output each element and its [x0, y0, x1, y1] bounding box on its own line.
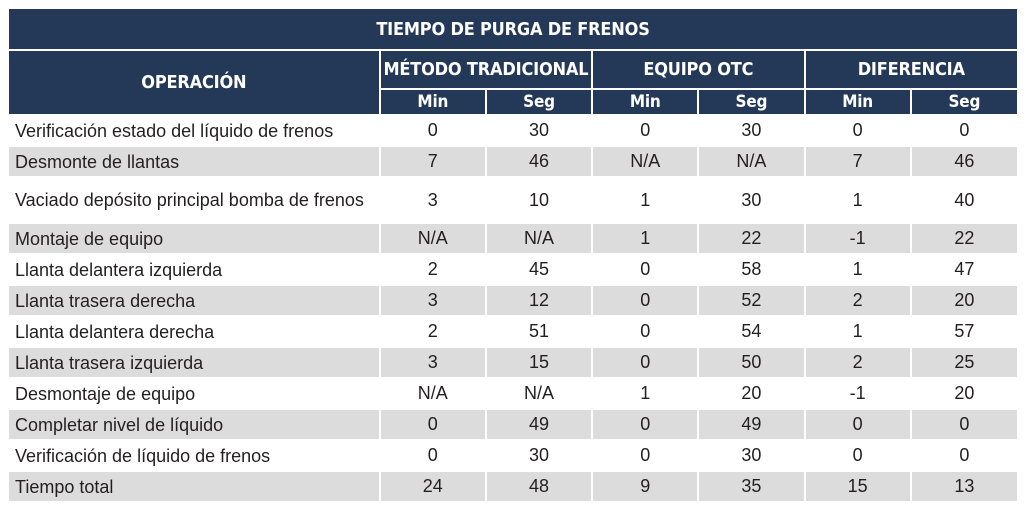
value-cell: 20 [698, 378, 804, 409]
value-cell: 58 [698, 254, 804, 285]
value-cell: 1 [592, 223, 698, 254]
value-cell: 46 [486, 146, 592, 177]
table-row [9, 347, 1017, 378]
group-header-difference: DIFERENCIA [805, 50, 1017, 89]
value-cell: 47 [911, 254, 1017, 285]
value-cell: 48 [486, 471, 592, 501]
operation-cell: Tiempo total [9, 471, 380, 501]
operation-cell: Completar nivel de líquido [9, 409, 380, 440]
value-cell: 54 [698, 316, 804, 347]
subheader-min: Min [380, 89, 486, 115]
subheader-min: Min [805, 89, 911, 115]
table-row [9, 316, 1017, 347]
value-cell: N/A [380, 378, 486, 409]
operation-cell: Llanta trasera derecha [9, 285, 380, 316]
table-row [9, 115, 1017, 146]
value-cell: 52 [698, 285, 804, 316]
value-cell: 20 [911, 285, 1017, 316]
operation-cell: Llanta delantera izquierda [9, 254, 380, 285]
value-cell: N/A [380, 223, 486, 254]
value-cell: 2 [380, 254, 486, 285]
value-cell: 51 [486, 316, 592, 347]
value-cell: 30 [698, 115, 804, 146]
value-cell: 0 [805, 409, 911, 440]
value-cell: 30 [486, 440, 592, 471]
value-cell: 22 [911, 223, 1017, 254]
value-cell: 1 [805, 316, 911, 347]
table-row [9, 440, 1017, 471]
value-cell: 1 [592, 378, 698, 409]
value-cell: 0 [911, 115, 1017, 146]
value-cell: 0 [380, 115, 486, 146]
value-cell: 0 [592, 316, 698, 347]
value-cell: 22 [698, 223, 804, 254]
operation-cell: Desmonte de llantas [9, 146, 380, 177]
value-cell: 50 [698, 347, 804, 378]
value-cell: -1 [805, 223, 911, 254]
value-cell: 7 [805, 146, 911, 177]
value-cell: 1 [805, 177, 911, 223]
value-cell: 1 [805, 254, 911, 285]
table-row [9, 177, 1017, 223]
value-cell: 30 [698, 177, 804, 223]
table-row [9, 378, 1017, 409]
subheader-seg: Seg [698, 89, 804, 115]
value-cell: 45 [486, 254, 592, 285]
value-cell: 0 [380, 440, 486, 471]
value-cell: 24 [380, 471, 486, 501]
table-row [9, 285, 1017, 316]
operation-cell: Desmontaje de equipo [9, 378, 380, 409]
table-row [9, 146, 1017, 177]
value-cell: N/A [698, 146, 804, 177]
value-cell: 0 [592, 347, 698, 378]
value-cell: 46 [911, 146, 1017, 177]
table-row [9, 254, 1017, 285]
value-cell: 0 [592, 115, 698, 146]
value-cell: 0 [380, 409, 486, 440]
value-cell: 1 [592, 177, 698, 223]
subheader-seg: Seg [911, 89, 1017, 115]
value-cell: 49 [486, 409, 592, 440]
table-title: TIEMPO DE PURGA DE FRENOS [9, 9, 1017, 50]
value-cell: 0 [805, 115, 911, 146]
table-row [9, 409, 1017, 440]
value-cell: N/A [486, 378, 592, 409]
value-cell: 3 [380, 177, 486, 223]
value-cell: 2 [380, 316, 486, 347]
value-cell: 13 [911, 471, 1017, 501]
value-cell: 35 [698, 471, 804, 501]
value-cell: 0 [592, 409, 698, 440]
subheader-min: Min [592, 89, 698, 115]
value-cell: N/A [486, 223, 592, 254]
table-row [9, 223, 1017, 254]
value-cell: 15 [486, 347, 592, 378]
value-cell: 0 [592, 440, 698, 471]
value-cell: 9 [592, 471, 698, 501]
value-cell: 3 [380, 285, 486, 316]
purge-time-table-container [9, 9, 1017, 501]
value-cell: 0 [592, 254, 698, 285]
operation-header: OPERACIÓN [9, 50, 380, 115]
operation-cell: Montaje de equipo [9, 223, 380, 254]
operation-cell: Vaciado depósito principal bomba de frenos [9, 177, 380, 223]
table-body [9, 115, 1017, 501]
group-header-traditional: MÉTODO TRADICIONAL [380, 50, 592, 89]
operation-cell: Llanta delantera derecha [9, 316, 380, 347]
value-cell: 40 [911, 177, 1017, 223]
group-header-otc: EQUIPO OTC [592, 50, 804, 89]
value-cell: N/A [592, 146, 698, 177]
value-cell: 10 [486, 177, 592, 223]
value-cell: 12 [486, 285, 592, 316]
value-cell: 0 [805, 440, 911, 471]
value-cell: 0 [911, 440, 1017, 471]
value-cell: 30 [486, 115, 592, 146]
value-cell: 2 [805, 285, 911, 316]
table-row-total [9, 471, 1017, 501]
value-cell: 20 [911, 378, 1017, 409]
value-cell: 7 [380, 146, 486, 177]
operation-cell: Llanta trasera izquierda [9, 347, 380, 378]
value-cell: 30 [698, 440, 804, 471]
value-cell: 0 [911, 409, 1017, 440]
subheader-seg: Seg [486, 89, 592, 115]
value-cell: 0 [592, 285, 698, 316]
operation-cell: Verificación estado del líquido de frenos [9, 115, 380, 146]
value-cell: 25 [911, 347, 1017, 378]
value-cell: 57 [911, 316, 1017, 347]
value-cell: 2 [805, 347, 911, 378]
value-cell: 3 [380, 347, 486, 378]
purge-time-table [9, 9, 1017, 501]
operation-cell: Verificación de líquido de frenos [9, 440, 380, 471]
value-cell: 49 [698, 409, 804, 440]
value-cell: 15 [805, 471, 911, 501]
value-cell: -1 [805, 378, 911, 409]
